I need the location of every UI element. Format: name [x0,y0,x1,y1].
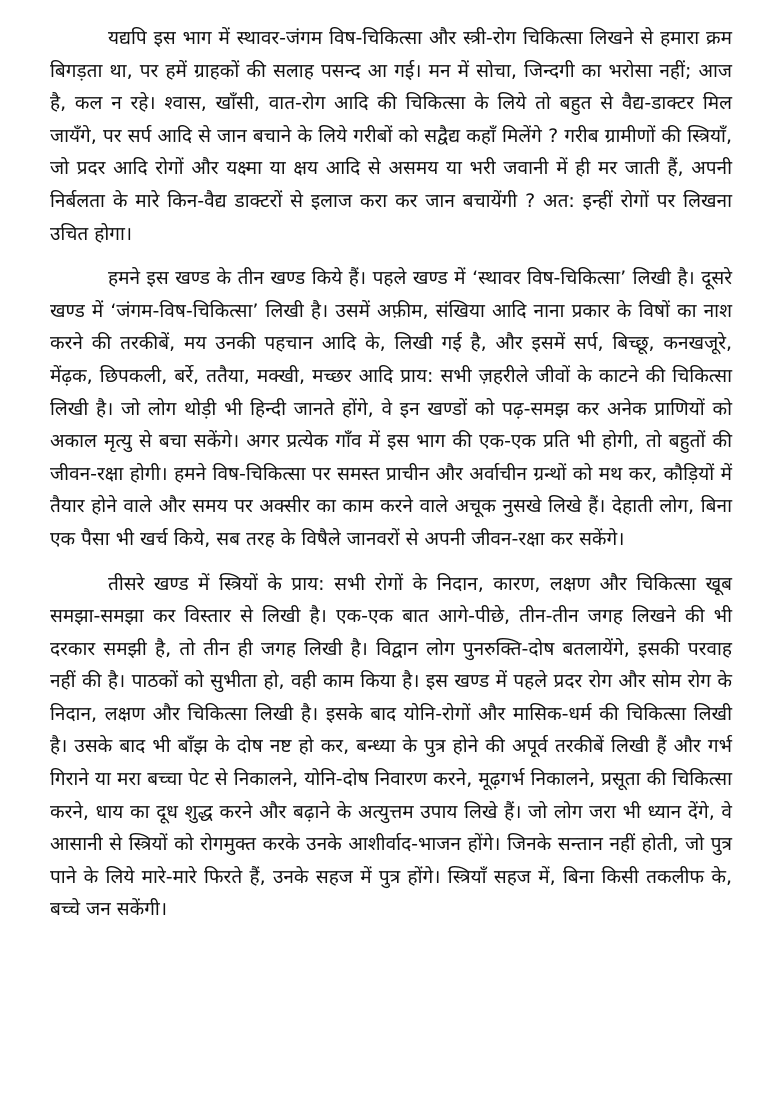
paragraph-womens-diseases: तीसरे खण्ड में स्त्रियों के प्राय: सभी रोगों के निदान, कारण, लक्षण और चिकित्सा खूब समझा-समझा कर विस्तार से लिखी है। एक-एक बात आगे-पीछे, तीन-तीन जगह लिखने की भी दरकार समझी है, तो तीन ही जगह लिखी है। विद्वान लोग पुनरुक्ति-दोष बतलायेंगे, इसकी परवाह नहीं की है। पाठकों को सुभीता हो, वही काम किया है। इस खण्ड में पहले प्रदर रोग और सोम रोग के निदान, लक्षण और चिकित्सा लिखी है। इसके बाद योनि-रोगों और मासिक-धर्म की चिकित्सा लिखी है। उसके बाद भी बाँझ के दोष नष्ट हो कर, बन्ध्या के पुत्र होने की अपूर्व तरकीबें लिखी हैं और गर्भ गिराने या मरा बच्चा पेट से निकालने, योनि-दोष निवारण करने, मूढ़गर्भ निकालने, प्रसूता की चिकित्सा करने, धाय का दूध शुद्ध करने और बढ़ाने के अत्युत्तम उपाय लिखे हैं। जो लोग जरा भी ध्यान देंगे, वे आसानी से स्त्रियों को रोगमुक्त करके उनके आशीर्वाद-भाजन होंगे। जिनके सन्तान नहीं होती, जो पुत्र पाने के लिये मारे-मारे फिरते हैं, उनके सहज में पुत्र होंगे। स्त्रियाँ सहज में, बिना किसी तकलीफ के, बच्चे जन सकेंगी। [50,572,732,921]
paragraph-intro: यद्यपि इस भाग में स्थावर-जंगम विष-चिकित्सा और स्त्री-रोग चिकित्सा लिखने से हमारा क्रम बिगड़ता था, पर हमें ग्राहकों की सलाह पसन्द आ गई। मन में सोचा, जिन्दगी का भरोसा नहीं; आज है, कल न रहे। श्वास, खाँसी, वात-रोग आदि की चिकित्सा के लिये तो बहुत से वैद्य-डाक्टर मिल जायँगे, पर सर्प आदि से जान बचाने के लिये गरीबों को सद्वैद्य कहाँ मिलेंगे ? गरीब ग्रामीणों की स्त्रियाँ, जो प्रदर आदि रोगों और यक्ष्मा या क्षय आदि से असमय या भरी जवानी में ही मर जाती हैं, अपनी निर्बलता के मारे किन-वैद्य डाक्टरों से इलाज करा कर जान बचायेंगी ? अत: इन्हीं रोगों पर लिखना उचित होगा। [50,27,732,245]
paragraph-sections-overview: हमने इस खण्ड के तीन खण्ड किये हैं। पहले खण्ड में ‘स्थावर विष-चिकित्सा’ लिखी है। दूसरे खण्ड में ‘जंगम-विष-चिकित्सा’ लिखी है। उसमें अफ़ीम, संखिया आदि नाना प्रकार के विषों का नाश करने की तरकीबें, मय उनकी पहचान आदि के, लिखी गई है, और इसमें सर्प, बिच्छू, कनखजूरे, मेंढ़क, छिपकली, बर्रे, ततैया, मक्खी, मच्छर आदि प्राय: सभी ज़हरीले जीवों के काटने की चिकित्सा लिखी है। जो लोग थोड़ी भी हिन्दी जानते होंगे, वे इन खण्डों को पढ़-समझ कर अनेक प्राणियों को अकाल मृत्यु से बचा सकेंगे। अगर प्रत्येक गाँव में इस भाग की एक-एक प्रति भी होगी, तो बहुतों की जीवन-रक्षा होगी। हमने विष-चिकित्सा पर समस्त प्राचीन और अर्वाचीन ग्रन्थों को मथ कर, कौड़ियों में तैयार होने वाले और समय पर अक्सीर का काम करने वाले अचूक नुसखे लिखे हैं। देहाती लोग, बिना एक पैसा भी खर्च किये, सब तरह के विषैले जानवरों से अपनी जीवन-रक्षा कर सकेंगे। [50,267,732,550]
